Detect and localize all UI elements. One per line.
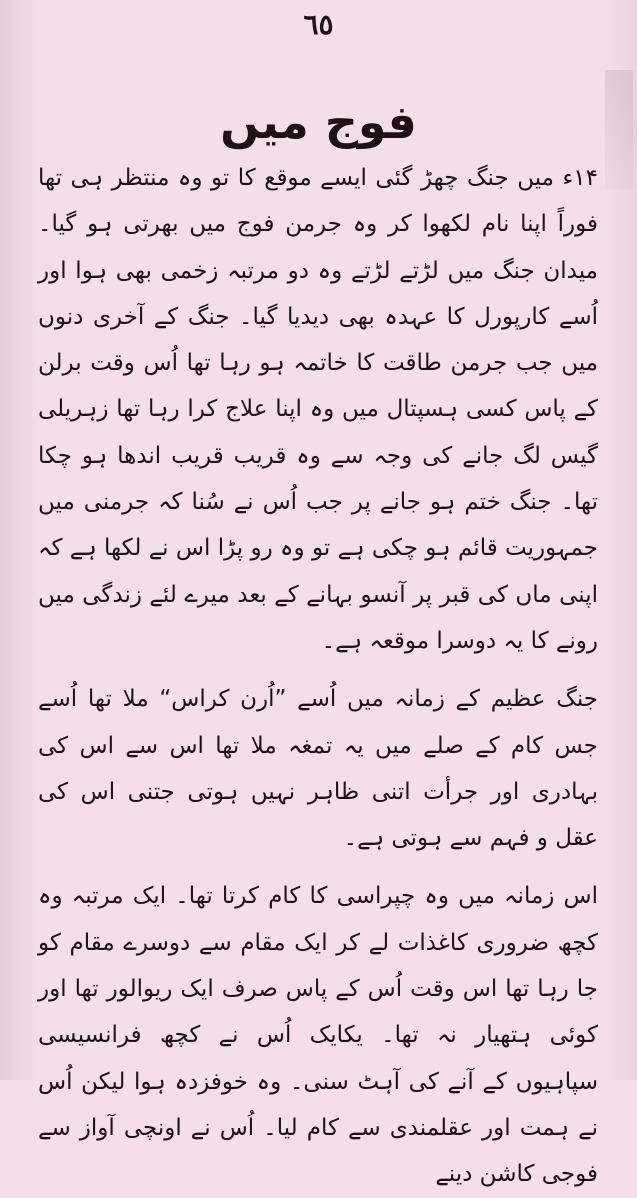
- paragraph-1: ۱۴ء میں جنگ چھڑ گئی ایسے موقع کا تو وہ منتظر ہی تھا فوراً اپنا نام لکھوا کر وہ جرمن فوج میں بھرتی ہو گیا۔ میدان جنگ میں لڑتے لڑتے وہ دو مرتبہ زخمی بھی ہوا اور اُسے کارپورل کا عہدہ بھی دیدیا گیا۔ جنگ کے آخری دنوں میں جب جرمن طاقت کا خاتمہ ہو رہا تھا اُس وقت برلن کے پاس کسی ہسپتال میں وہ اپنا علاج کرا رہا تھا زہریلی گیس لگ جانے کی وجہ سے وہ قریب قریب اندھا ہو چکا تھا۔ جنگ ختم ہو جانے پر جب اُس نے سُنا کہ جرمنی میں جمہوریت قائم ہو چکی ہے تو وہ رو پڑا اس نے لکھا ہے کہ اپنی ماں کی قبر پر آنسو بہانے کے بعد میرے لئے زندگی میں رونے کا یہ دوسرا موقعہ ہے۔: [38, 165, 598, 654]
- chapter-title: فوج میں: [220, 95, 417, 149]
- body-text: [38, 155, 598, 1198]
- paragraph-3: اس زمانہ میں وہ چپراسی کا کام کرتا تھا۔ ایک مرتبہ وہ کچھ ضروری کاغذات لے کر ایک مقام سے دوسرے مقام کو جا رہا تھا اس وقت اُس کے پاس صرف ایک ریوالور تھا اور کوئی ہتھیار نہ تھا۔ یکایک اُس نے کچھ فرانسیسی سپاہیوں کے آنے کی آہٹ سنی۔ وہ خوفزدہ ہوا لیکن اُس نے ہمت اور عقلمندی سے کام لیا۔ اُس نے اونچی آواز سے فوجی کاشن دینے: [38, 883, 598, 1188]
- paragraph-2: جنگ عظیم کے زمانہ میں اُسے ”اُرن کراس“ ملا تھا اُسے جس کام کے صلے میں یہ تمغہ ملا تھا اس سے اس کی بہادری اور جرأت اتنی ظاہر نہیں ہوتی جتنی اس کی عقل و فہم سے ہوتی ہے۔: [38, 686, 598, 852]
- page-number: ٦٥: [303, 8, 334, 41]
